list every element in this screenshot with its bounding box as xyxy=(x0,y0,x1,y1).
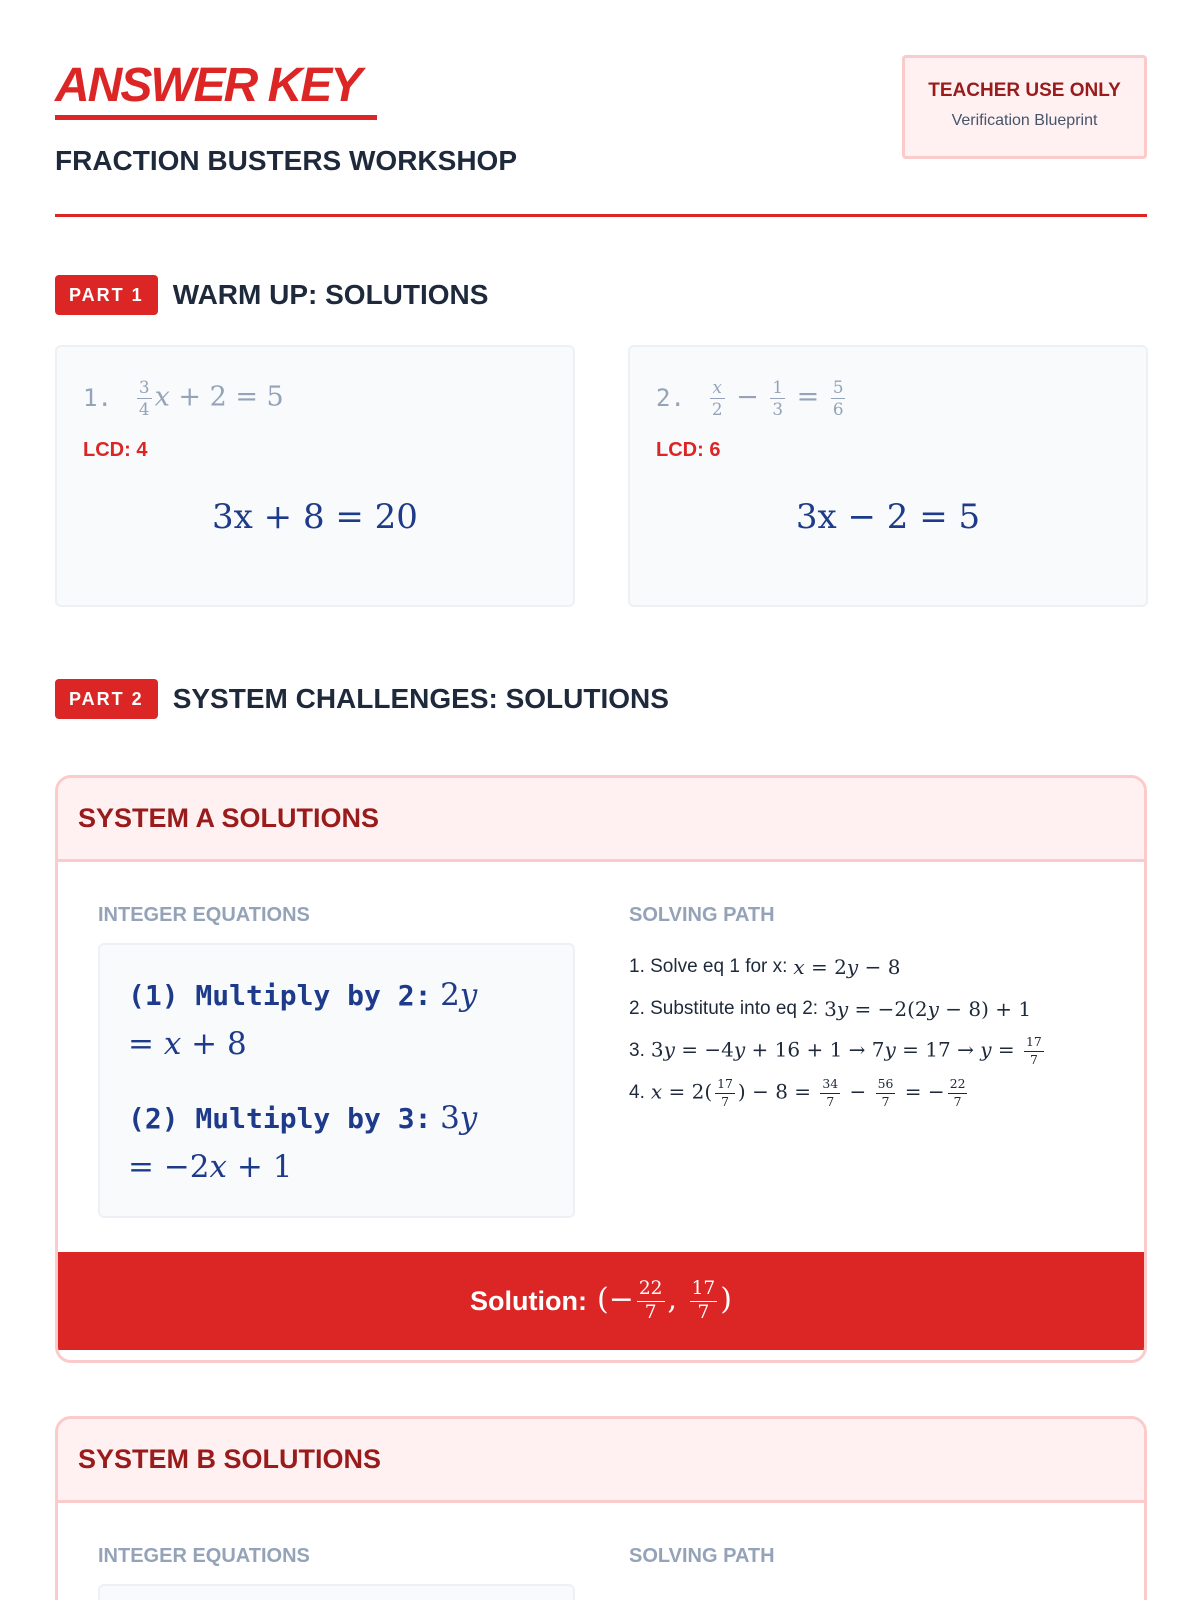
system-b-title: SYSTEM B SOLUTIONS xyxy=(58,1419,1144,1503)
solution-label: Solution: xyxy=(470,1285,587,1316)
problem-equation: $\frac{3}{4}$ x + 2 = 5 xyxy=(138,376,284,419)
integer-equation-1: (1) Multiply by 2: 2y = x + 8 xyxy=(128,977,478,1062)
teacher-use-box xyxy=(902,55,1147,159)
integer-equation-2: (2) Multiply by 3: 3y = −2x + 1 xyxy=(128,1100,478,1185)
warmup-card-2 xyxy=(628,345,1148,607)
header xyxy=(55,55,1147,217)
path-step-2: 2. Substitute into eq 2: 3y = −2(2y − 8) + 1 xyxy=(629,997,1032,1021)
part2-title: SYSTEM CHALLENGES: SOLUTIONS xyxy=(172,683,669,714)
title-underline xyxy=(55,115,377,120)
lcd-label: LCD: 6 xyxy=(656,439,721,461)
path-step-4: 4. x = 2( $\frac{17}{7}$ ) − 8 = $\frac{34}{7}$ − $\frac{56}{7}$ = − $\frac{22}{7}$ xyxy=(629,1076,966,1109)
warmup-card-1 xyxy=(55,345,575,607)
system-a-title: SYSTEM A SOLUTIONS xyxy=(58,778,1144,862)
part1-heading xyxy=(55,274,488,316)
result-equation: 3x + 8 = 20 xyxy=(212,497,418,537)
workshop-title: FRACTION BUSTERS WORKSHOP xyxy=(55,145,517,176)
solving-path xyxy=(629,946,1129,1114)
part1-title: WARM UP: SOLUTIONS xyxy=(172,279,489,310)
solution-value: (− $\frac{22}{7}$ , $\frac{17}{7}$ ) xyxy=(596,1277,732,1323)
problem-2 xyxy=(656,373,848,423)
problem-equation: $\frac{x}{2}$ − $\frac{1}{3}$ = $\frac{5}{6}$ xyxy=(711,376,844,419)
solving-path-label: SOLVING PATH xyxy=(629,1545,775,1567)
path-step-3: 3. 3y = −4y + 16 + 1 → 7y = 17 → y = $\frac{17}{7}$ xyxy=(629,1034,1042,1067)
problem-number: 1. xyxy=(83,384,112,412)
problem-number: 2. xyxy=(656,384,685,412)
teacher-use-subtitle: Verification Blueprint xyxy=(951,112,1098,129)
integer-equations-box xyxy=(98,1584,575,1600)
system-b-panel xyxy=(55,1416,1147,1600)
problem-1 xyxy=(83,373,284,423)
integer-equations-label: INTEGER EQUATIONS xyxy=(98,1545,310,1567)
path-step-1: 1. Solve eq 1 for x: x = 2y − 8 xyxy=(629,955,901,979)
integer-equations-box xyxy=(98,943,575,1218)
integer-equations-label: INTEGER EQUATIONS xyxy=(98,904,310,926)
solving-path-label: SOLVING PATH xyxy=(629,904,775,926)
lcd-label: LCD: 4 xyxy=(83,439,148,461)
result-equation: 3x − 2 = 5 xyxy=(795,497,981,537)
part1-badge: PART 1 xyxy=(55,275,158,315)
part2-badge: PART 2 xyxy=(55,679,158,719)
system-a-solution xyxy=(58,1252,1144,1350)
answer-key-title: ANSWER KEY xyxy=(55,59,361,112)
teacher-use-title: TEACHER USE ONLY xyxy=(928,80,1121,101)
part2-heading xyxy=(55,678,669,720)
system-a-panel xyxy=(55,775,1147,1363)
